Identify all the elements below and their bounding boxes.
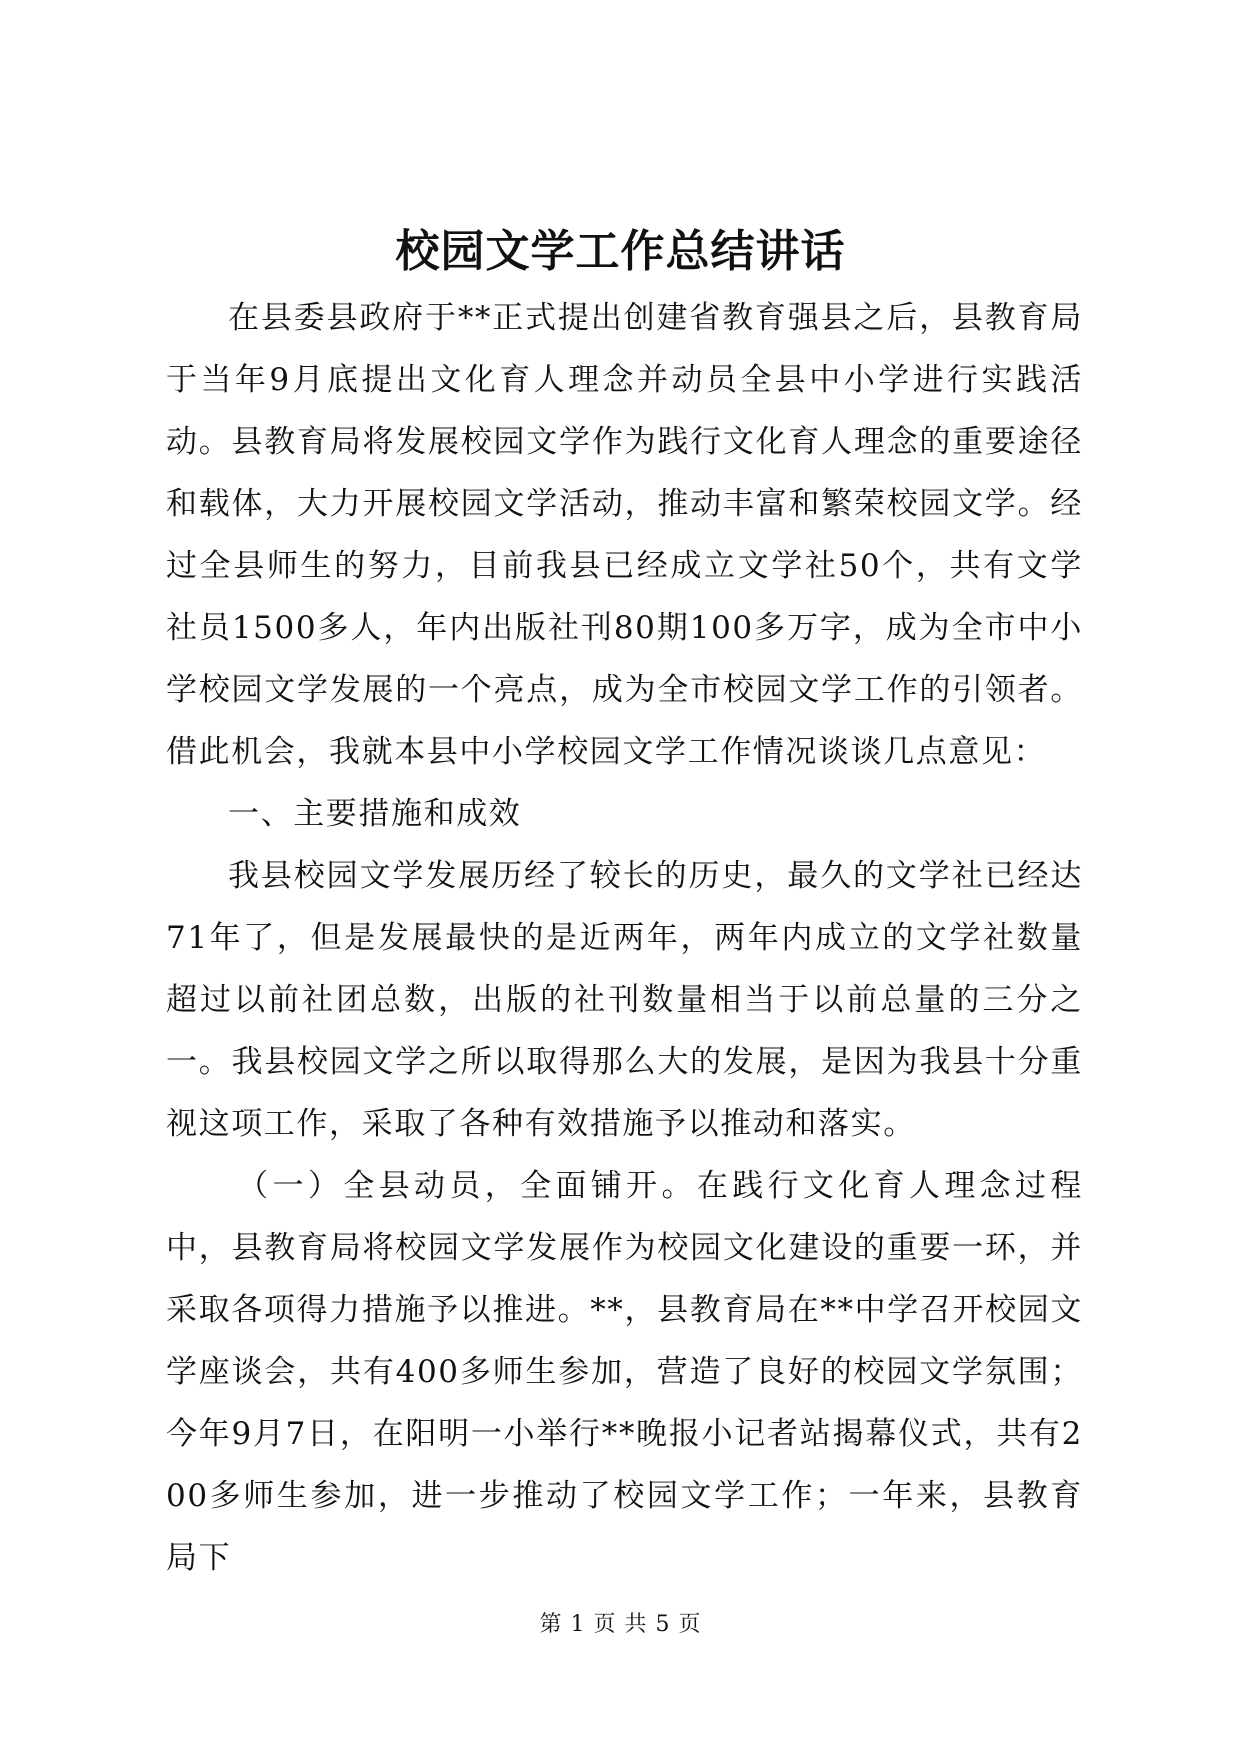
paragraph-intro: 在县委县政府于**正式提出创建省教育强县之后，县教育局于当年9月底提出文化育人理念并动员全县中小学进行实践活动。县教育局将发展校园文学作为践行文化育人理念的重要途径和载体，大力开展校园文学活动，推动丰富和繁荣校园文学。经过全县师生的努力，目前我县已经成立文学社50个，共有文学社员1500多人，年内出版社刊80期100多万字，成为全市中小学校园文学发展的一个亮点，成为全市校园文学工作的引领者。借此机会，我就本县中小学校园文学工作情况谈谈几点意见： — [166, 300, 1083, 770]
page-number: 第 1 页 共 5 页 — [539, 1612, 702, 1637]
paragraph-history: 我县校园文学发展历经了较长的历史，最久的文学社已经达71年了，但是发展最快的是近两年，两年内成立的文学社数量超过以前社团总数，出版的社刊数量相当于以前总量的三分之一。我县校园文学之所以取得那么大的发展，是因为我县十分重视这项工作，采取了各种有效措施予以推动和落实。 — [166, 858, 1083, 1142]
paragraph-measure-1: （一）全县动员，全面铺开。在践行文化育人理念过程中，县教育局将校园文学发展作为校园文化建设的重要一环，并采取各项得力措施予以推进。**，县教育局在**中学召开校园文学座谈会，共有400多师生参加，营造了良好的校园文学氛围；今年9月7日，在阳明一小举行**晚报小记者站揭幕仪式，共有200多师生参加，进一步推动了校园文学工作；一年来，县教育局下 — [166, 1168, 1083, 1576]
document-title: 校园文学工作总结讲话 — [395, 226, 846, 277]
section-heading-1: 一、主要措施和成效 — [228, 796, 522, 832]
document-body — [166, 287, 1083, 1589]
